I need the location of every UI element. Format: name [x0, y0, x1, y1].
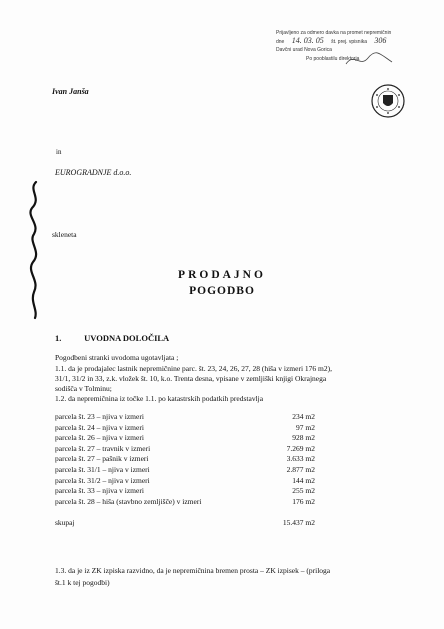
stamp-register-label: št. prej. vpisnika [331, 39, 367, 45]
stamp-date-prefix: dne [276, 39, 285, 45]
parcel-total-row [55, 518, 325, 529]
parcel-area: 176 m2 [292, 496, 315, 506]
parcel-area: 97 m2 [296, 422, 315, 432]
section-title: UVODNA DOLOČILA [84, 333, 170, 343]
parcel-description: parcela št. 28 – hiša (stavbno zemljišče) v izmeri [55, 496, 202, 506]
clause-1-1-line-2: 31/1, 31/2 in 33, z.k. vložek št. 10, k.o. Trenta desna, vpisane v zemljiški knjigi Okrajnega [55, 374, 327, 383]
parcel-description: parcela št. 23 – njiva v izmeri [55, 412, 144, 421]
parcel-area: 3.633 m2 [286, 454, 315, 464]
conjunction-and: in [56, 148, 62, 156]
official-seal [370, 83, 406, 119]
clause-1-1-line-3: sodišča v Tolminu; [55, 384, 112, 393]
stamp-handwritten-date: 14. 03. 05 [291, 36, 324, 45]
margin-signature [24, 180, 46, 320]
parcel-description: parcela št. 24 – njiva v izmeri [55, 422, 144, 432]
parcel-description: parcela št. 33 – njiva v izmeri [55, 486, 144, 496]
parcel-description: parcela št. 31/1 – njiva v izmeri [55, 464, 150, 474]
stamp-line-1: Prijavljeno za odmero davka na promet nepremičnin [276, 30, 392, 36]
section-number: 1. [55, 333, 62, 343]
total-value: 15.437 m2 [282, 518, 315, 527]
stamp-line-2 [276, 38, 386, 45]
stamp-signature-scribble [344, 50, 394, 70]
parcel-description: parcela št. 26 – njiva v izmeri [55, 433, 144, 443]
concluded-word: skleneta [52, 230, 77, 239]
parcel-area: 144 m2 [292, 475, 315, 485]
party-seller-name: Ivan Janša [52, 87, 89, 96]
intro-text: Pogodbeni stranki uvodoma ugotavljata ; [55, 353, 179, 362]
parcel-area: 2.877 m2 [286, 464, 315, 474]
section-heading [55, 333, 169, 343]
party-buyer-name: EUROGRADNJE d.o.o. [55, 168, 132, 177]
document-title-line-2: POGODBO [189, 285, 255, 297]
parcel-area: 255 m2 [292, 486, 315, 496]
parcel-area: 7.269 m2 [286, 443, 315, 453]
stamp-handwritten-number: 306 [374, 36, 387, 45]
clause-1-1-line-1: 1.1. da je prodajalec lastnik nepremičnine parc. št. 23, 24, 26, 27, 28 (hiša v izmeri 176 m2), [55, 364, 333, 373]
parcel-area: 234 m2 [292, 412, 315, 421]
clause-1-3 [55, 565, 330, 589]
clause-1-2: 1.2. da nepremičnina iz točke 1.1. po katastrskih podatkih predstavlja [55, 394, 264, 403]
document-title-line-1: PRODAJNO [178, 269, 266, 281]
parcel-description: parcela št. 31/2 – njiva v izmeri [55, 475, 150, 485]
clause-1-3-line-1: 1.3. da je iz ZK izpiska razvidno, da je nepremičnina bremen prosta – ZK izpisek – (priloga [55, 566, 331, 575]
total-label: skupaj [55, 518, 75, 527]
clause-1-3-line-2: št.1 k tej pogodbi) [55, 578, 110, 587]
parcel-description: parcela št. 27 – travnik v izmeri [55, 443, 151, 453]
parcel-area: 928 m2 [292, 433, 315, 443]
stamp-line-4: Po pooblastilu direktorja [306, 56, 360, 62]
parcel-description: parcela št. 27 – pašnik v izmeri [55, 454, 149, 464]
tax-office-stamp [276, 30, 444, 90]
stamp-line-3: Davčni urad Nova Gorica [276, 47, 332, 53]
